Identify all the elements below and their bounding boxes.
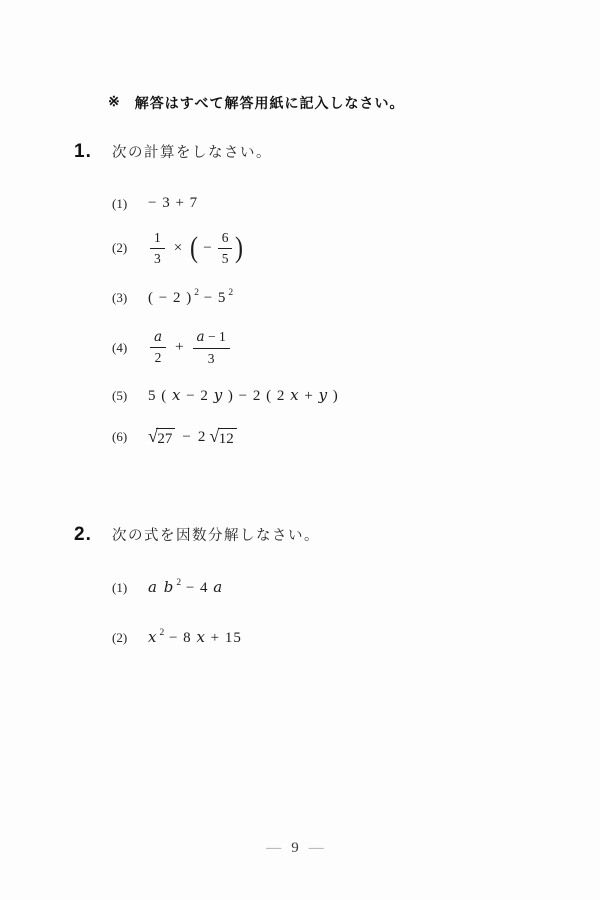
variable: a b bbox=[148, 578, 175, 596]
math-term: 5 ( bbox=[148, 388, 172, 404]
right-paren: ) bbox=[235, 231, 244, 265]
question-1-prompt: 次の計算をしなさい。 bbox=[112, 145, 272, 161]
q1-item-2 bbox=[112, 230, 244, 266]
variable: x bbox=[290, 386, 300, 404]
math-expression: − 3 + 7 bbox=[148, 195, 199, 211]
fraction-numerator: 6 bbox=[218, 230, 233, 249]
item-label: (6) bbox=[112, 429, 128, 445]
q1-item-3 bbox=[112, 288, 233, 307]
q2-item-1 bbox=[112, 578, 223, 597]
fraction bbox=[218, 230, 233, 266]
math-term: 5 bbox=[217, 290, 227, 306]
math-term: + 15 bbox=[205, 630, 242, 646]
minus-sign: − bbox=[198, 290, 218, 306]
variable: a bbox=[213, 578, 224, 596]
times-operator: × bbox=[173, 239, 183, 256]
variable: y bbox=[213, 386, 224, 404]
exponent: 2 bbox=[194, 288, 199, 298]
fraction-denominator: 3 bbox=[154, 250, 161, 266]
fraction-numerator: a bbox=[150, 330, 166, 349]
exponent: 2 bbox=[176, 578, 182, 588]
question-1-number: 1. bbox=[74, 141, 92, 162]
math-term: + bbox=[299, 388, 319, 404]
fraction-denominator: 3 bbox=[207, 350, 215, 366]
left-paren: ( bbox=[190, 231, 199, 265]
footer-dash-right: — bbox=[308, 840, 324, 856]
question-2-prompt: 次の式を因数分解しなさい。 bbox=[112, 528, 320, 544]
item-label: (5) bbox=[112, 387, 128, 403]
exponent: 2 bbox=[228, 288, 234, 298]
math-term: ) bbox=[328, 388, 339, 404]
q1-item-5 bbox=[112, 386, 339, 405]
math-term: ( − 2 ) bbox=[148, 290, 193, 306]
math-term: − 4 bbox=[181, 580, 214, 596]
footer-dash-left: — bbox=[266, 840, 282, 856]
reference-mark: ※ bbox=[108, 93, 121, 109]
page-number: 9 bbox=[291, 840, 299, 856]
item-label: (3) bbox=[112, 289, 128, 305]
minus-sign: − bbox=[182, 428, 191, 445]
radicand: 27 bbox=[156, 428, 175, 447]
item-label: (2) bbox=[112, 240, 128, 256]
radical-icon: √ bbox=[209, 426, 220, 446]
coefficient: 2 bbox=[197, 428, 206, 445]
square-root bbox=[148, 428, 175, 447]
variable: x bbox=[172, 386, 182, 404]
instruction-note bbox=[108, 93, 404, 113]
math-expression bbox=[148, 230, 244, 266]
q1-item-4 bbox=[112, 329, 232, 366]
q1-item-6 bbox=[112, 428, 237, 447]
fraction-numerator: 1 bbox=[150, 230, 165, 249]
math-term: − 1 bbox=[204, 329, 226, 344]
math-term: − 8 bbox=[164, 630, 197, 646]
math-expression bbox=[148, 578, 223, 597]
exponent: 2 bbox=[159, 628, 165, 638]
item-label: (1) bbox=[112, 579, 128, 595]
question-1-header bbox=[74, 141, 272, 163]
math-expression bbox=[148, 288, 233, 307]
fraction-numerator bbox=[193, 329, 230, 349]
math-term: ) − 2 ( 2 bbox=[223, 388, 291, 404]
q2-item-2 bbox=[112, 628, 242, 647]
variable: x bbox=[196, 628, 206, 646]
math-expression bbox=[148, 628, 242, 647]
fraction bbox=[150, 230, 165, 266]
radicand: 12 bbox=[218, 428, 237, 447]
item-label: (1) bbox=[112, 195, 128, 211]
minus-sign: − bbox=[203, 239, 212, 256]
variable: x bbox=[148, 628, 158, 646]
square-root bbox=[209, 428, 236, 447]
q1-item-1 bbox=[112, 195, 198, 212]
instruction-text: 解答はすべて解答用紙に記入しなさい。 bbox=[134, 95, 405, 111]
plus-operator: + bbox=[175, 339, 184, 356]
item-label: (4) bbox=[112, 339, 128, 355]
math-expression bbox=[148, 329, 232, 366]
fraction bbox=[193, 329, 230, 366]
variable: y bbox=[318, 386, 329, 404]
page-number-footer bbox=[0, 840, 590, 857]
math-term: − 2 bbox=[181, 388, 214, 404]
item-label: (2) bbox=[112, 629, 128, 645]
variable: a bbox=[196, 329, 205, 345]
question-2-header bbox=[74, 524, 320, 546]
fraction-denominator: 5 bbox=[221, 250, 229, 266]
fraction-denominator: 2 bbox=[154, 350, 162, 366]
math-expression bbox=[148, 428, 237, 447]
math-expression bbox=[148, 386, 339, 405]
fraction bbox=[150, 330, 166, 366]
question-2-number: 2. bbox=[74, 524, 92, 545]
radical-icon: √ bbox=[148, 426, 158, 446]
